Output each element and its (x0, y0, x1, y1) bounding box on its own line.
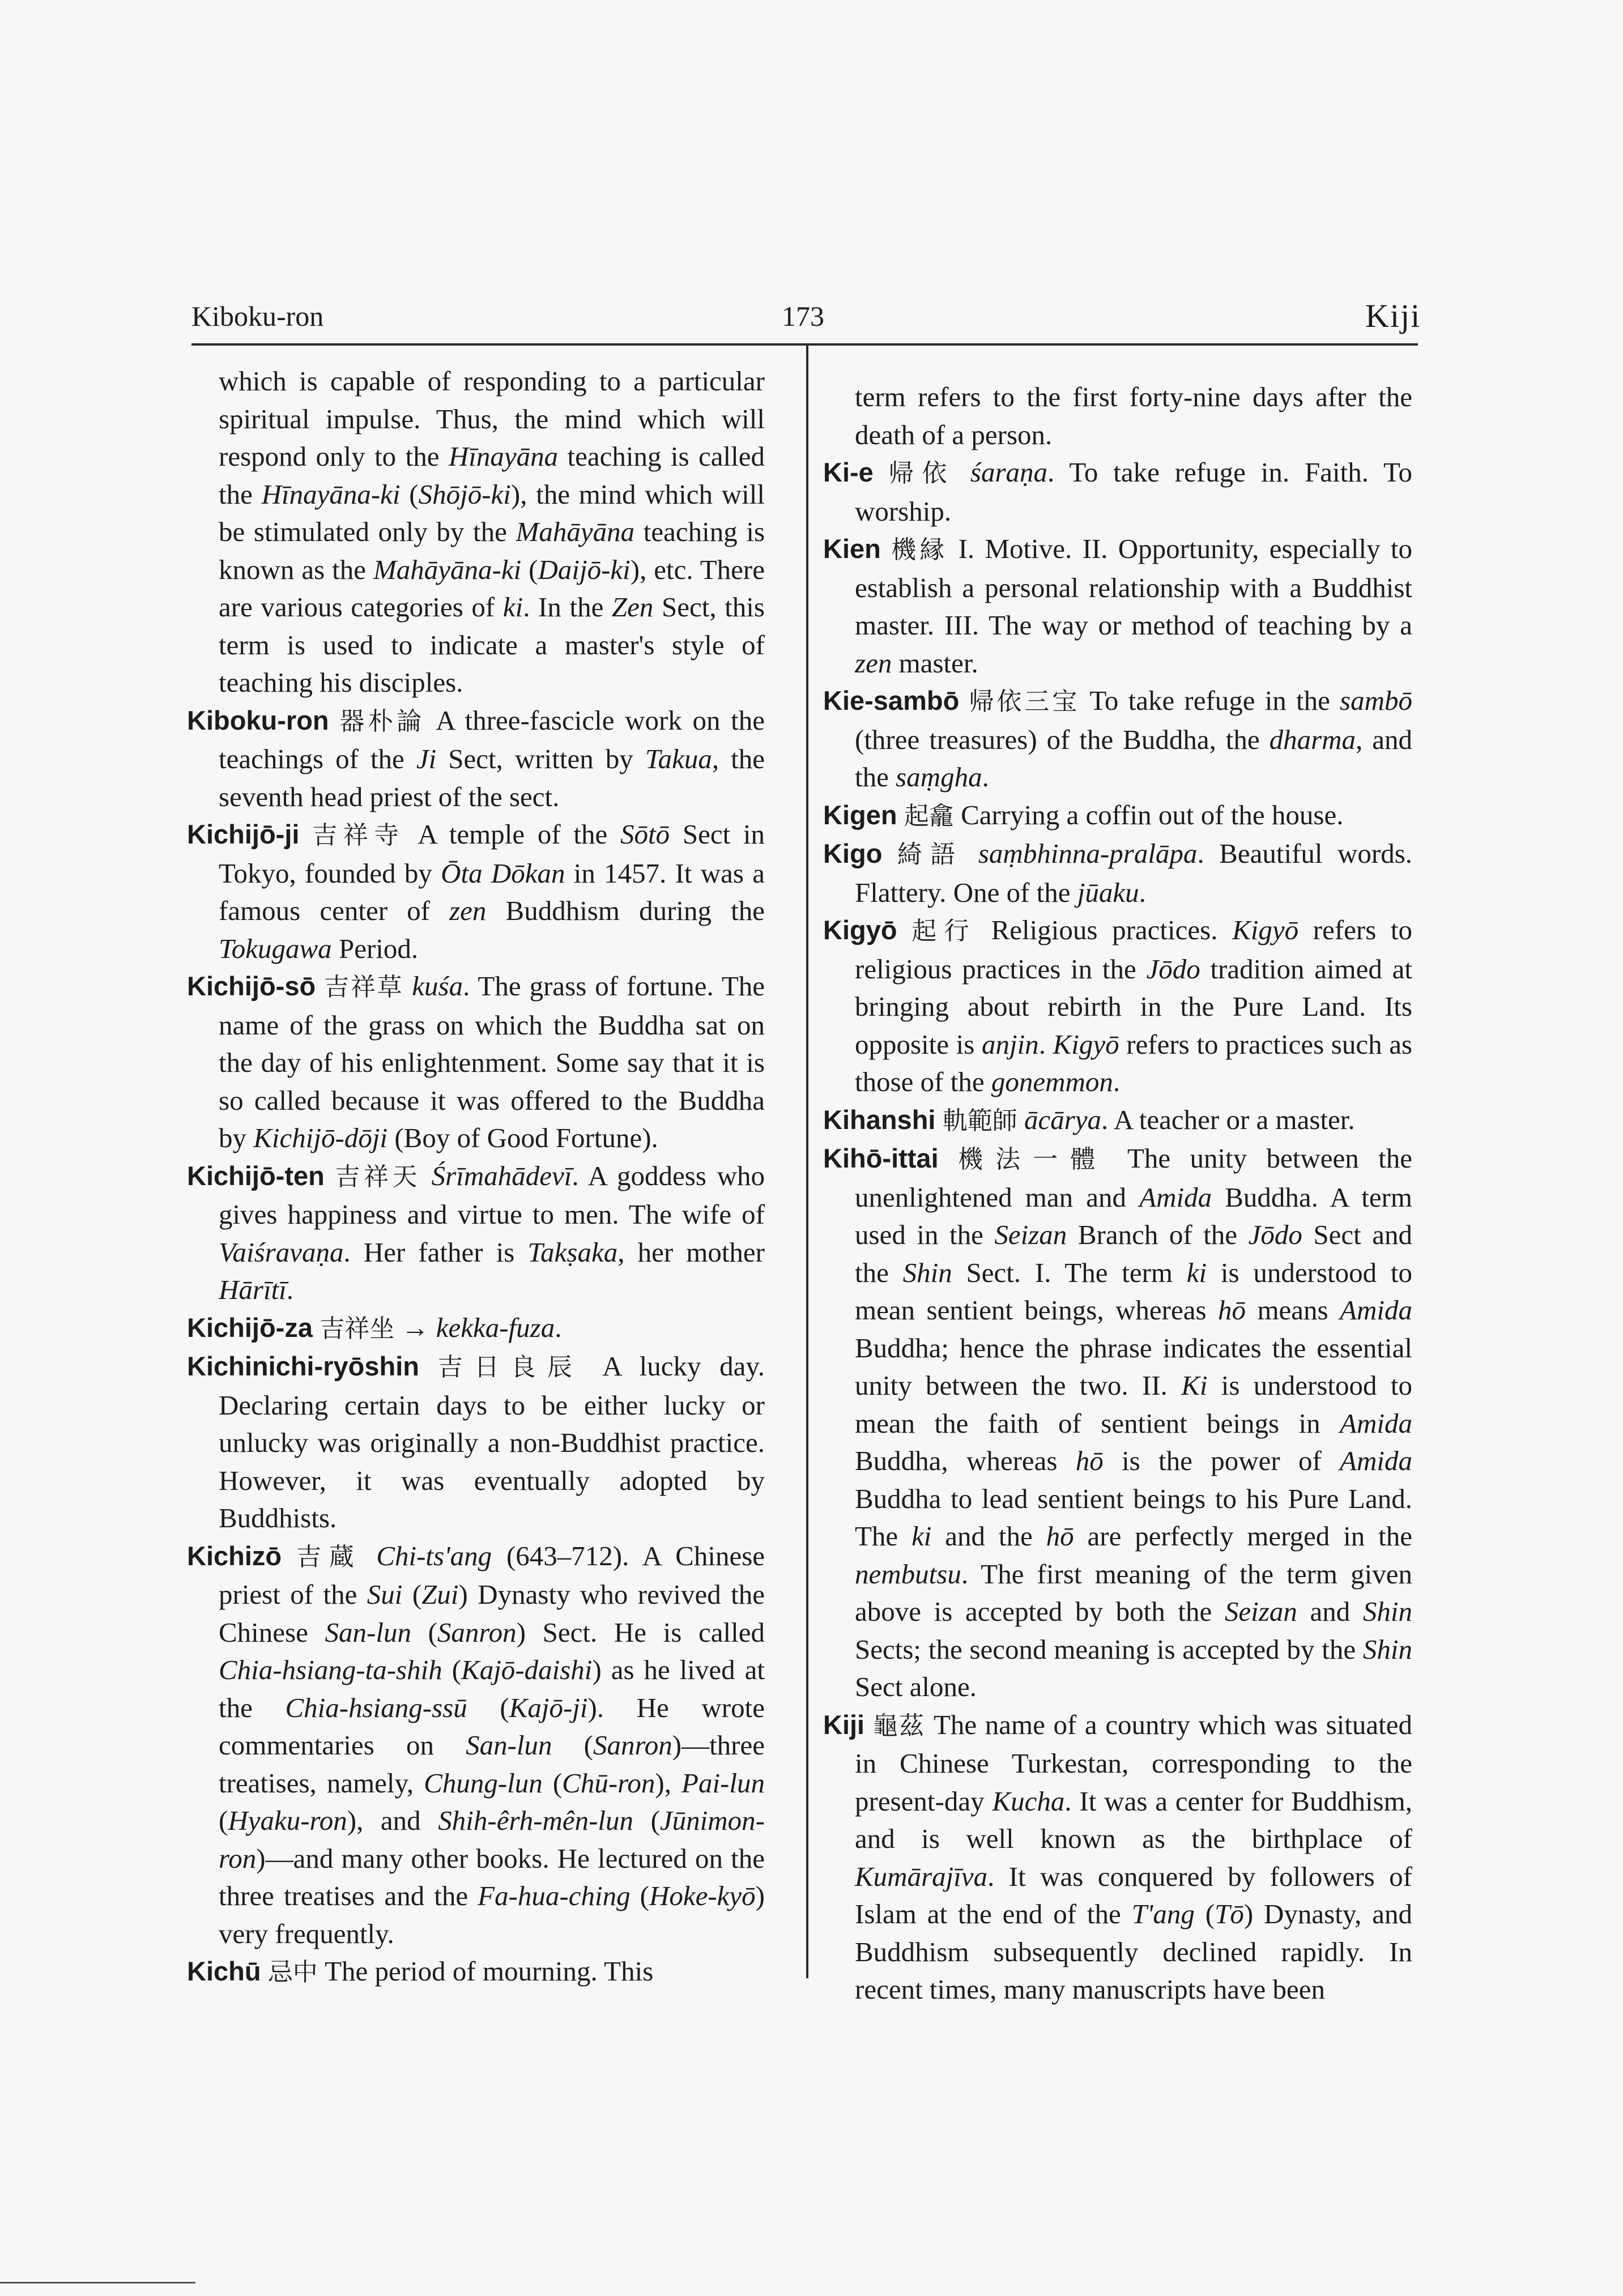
body-text: refers to religious practices in the (855, 914, 1413, 985)
body-text: → (401, 1311, 436, 1343)
italic-term: Jōdo (1248, 1219, 1302, 1250)
body-text: . (555, 1311, 562, 1343)
body-text: , and the (855, 723, 1413, 793)
body-text: (Boy of Good Fortune). (387, 1122, 658, 1153)
continued-entry-text (823, 378, 1412, 454)
right-column (823, 378, 1412, 2009)
dictionary-entry (823, 796, 1412, 836)
italic-term: Shin (1362, 1633, 1412, 1665)
entry-headword: Kihanshi (823, 1104, 936, 1135)
body-text: ( (630, 1880, 649, 1911)
body-text: ( (219, 1805, 228, 1836)
italic-term: Shih-êrh-mên-lun (438, 1805, 634, 1836)
body-text: . To take refuge in. Faith. To worship. (855, 457, 1413, 527)
footnote-rule (0, 2282, 195, 2284)
body-text: . A teacher or a master. (1101, 1104, 1355, 1135)
body-text: is understood to mean the faith of sentient beings in (855, 1370, 1412, 1439)
italic-term: nembutsu (855, 1558, 961, 1590)
italic-term: dharma (1269, 723, 1356, 755)
entry-kanji: 機法一體 (958, 1145, 1108, 1174)
entry-headword: Kichijō-ji (187, 819, 300, 849)
body-text: Buddhism during the (486, 895, 765, 926)
body-text: Buddha to lead sentient beings to his Pure Land. The (855, 1483, 1412, 1552)
italic-term: Zui (421, 1579, 459, 1610)
italic-term: Ji (416, 743, 437, 774)
dictionary-entry (187, 1953, 765, 1992)
body-text: is the power of (1103, 1445, 1340, 1476)
entry-headword: Kihō-ittai (823, 1143, 939, 1173)
italic-term: Śrīmahādevī (431, 1160, 572, 1191)
italic-term: Kumārajīva (855, 1860, 988, 1892)
italic-term: śaraṇa (970, 457, 1048, 488)
body-text: teaching is known as the (219, 516, 765, 585)
italic-term: Tō (1215, 1898, 1244, 1929)
body-text: (three treasures) of the Buddha, the (855, 723, 1270, 755)
body-text: ), the mind which will be stimulated only by the (219, 478, 765, 547)
entry-headword: Ki-e (823, 457, 874, 487)
body-text: term refers to the first forty-nine days after the death of a person. (855, 381, 1412, 450)
dictionary-entry (823, 1706, 1412, 2009)
body-text: (643–712). A Chinese priest of the (219, 1540, 765, 1610)
italic-term: jūaku (1077, 876, 1139, 908)
italic-term: Tokugawa (219, 932, 332, 964)
body-text: I. Motive. II. Opportunity, especially to establish a personal relationship with a Buddhist master. III. The way or method of teaching by a (855, 533, 1413, 641)
italic-term: Sanron (437, 1616, 517, 1648)
italic-term: Hārītī (219, 1274, 287, 1305)
italic-term: Kichijō-dōji (253, 1122, 388, 1153)
continued-entry-text (187, 363, 765, 702)
body-text: refers to practices such as those of the (855, 1028, 1413, 1097)
entry-kanji: 綺語 (897, 840, 964, 869)
italic-term: San-lun (466, 1730, 552, 1761)
dictionary-entry (823, 911, 1412, 1101)
body-text: Sect, written by (436, 743, 645, 774)
body-text: A temple of the (418, 819, 620, 850)
body-text: Sects; the second meaning is accepted by the (855, 1633, 1363, 1665)
body-text: , her mother (617, 1236, 765, 1268)
dictionary-entry (823, 835, 1412, 911)
body-text: means (1246, 1294, 1340, 1326)
body-text: . (1038, 1028, 1053, 1060)
body-text: A lucky day. Declaring certain days to be either lucky or unlucky was originally a non-Buddhist practice. However, it was eventually adopted by Buddhists. (219, 1351, 765, 1533)
italic-term: Hīnayāna (448, 441, 559, 472)
body-text: ( (552, 1730, 593, 1761)
entry-kanji: 龜茲 (872, 1711, 926, 1740)
entry-headword: Kichinichi-ryōshin (187, 1351, 419, 1381)
italic-term: Kucha (992, 1785, 1065, 1817)
header-rule (191, 343, 1418, 346)
body-text: . (1113, 1066, 1121, 1097)
body-text: which is capable of responding to a particular spiritual impulse. Thus, the mind which will respond only to the (219, 365, 765, 472)
dictionary-entry (187, 1157, 765, 1309)
entry-headword: Kigen (823, 799, 897, 830)
body-text: ( (411, 1616, 437, 1648)
italic-term: gonemmon (991, 1066, 1113, 1097)
dictionary-entry (823, 682, 1412, 796)
dictionary-entry (187, 1537, 765, 1953)
italic-term: Seizan (994, 1219, 1067, 1250)
dictionary-entry (823, 1140, 1412, 1706)
body-text: . Her father is (343, 1236, 528, 1268)
dictionary-entry (187, 816, 765, 968)
italic-term: ki (911, 1520, 932, 1552)
italic-term: Sui (367, 1579, 403, 1610)
body-text: Buddha. A term used in the (855, 1181, 1412, 1250)
body-text: tradition aimed at bringing about rebirth in the Pure Land. Its opposite is (855, 953, 1413, 1060)
body-text: )—and many other books. He lectured on the three treatises and the (219, 1842, 765, 1911)
italic-term: Amida (1340, 1294, 1413, 1326)
italic-term: zen (855, 647, 892, 679)
body-text: . In the (523, 591, 612, 623)
italic-term: Pai-lun (681, 1767, 765, 1799)
italic-term: Daijō-ki (538, 553, 631, 585)
italic-term: Kajō-daishi (461, 1654, 593, 1685)
entry-kanji: 帰依 (888, 459, 955, 488)
body-text: Buddha, whereas (855, 1445, 1076, 1476)
body-text: and (1297, 1596, 1363, 1627)
italic-term: Kajō-ji (509, 1692, 588, 1723)
dictionary-entry (187, 1348, 765, 1537)
dictionary-entry (187, 968, 765, 1157)
body-text: ( (633, 1805, 660, 1836)
italic-term: kuśa (412, 970, 463, 1002)
body-text: ( (402, 1579, 422, 1610)
italic-term: Shin (902, 1256, 952, 1288)
italic-term: Chung-lun (424, 1767, 543, 1799)
body-text: ), and (347, 1805, 438, 1836)
body-text: ) very frequently. (219, 1880, 765, 1949)
italic-term: Fa-hua-ching (478, 1880, 631, 1911)
body-text: . The first meaning of the term given above is accepted by both the (855, 1558, 1412, 1627)
body-text: ) as he lived at the (219, 1654, 765, 1723)
italic-term: hō (1218, 1294, 1246, 1326)
body-text: ) Dynasty, and Buddhism subsequently declined rapidly. In recent times, many manuscripts have been (855, 1898, 1413, 2005)
italic-term: Hyaku-ron (228, 1805, 347, 1836)
italic-term: Hoke-kyō (649, 1880, 756, 1911)
entry-headword: Kigo (823, 838, 883, 868)
italic-term: anjin (981, 1028, 1039, 1060)
entry-headword: Kie-sambō (823, 685, 960, 715)
body-text: . It was conquered by followers of Islam at the end of the (855, 1860, 1412, 1929)
body-text: The period of mourning. This (325, 1956, 654, 1987)
italic-term: Mahāyāna-ki (373, 553, 522, 585)
page-number: 173 (782, 300, 824, 332)
italic-term: Amida (1340, 1445, 1412, 1476)
italic-term: sambō (1340, 685, 1413, 716)
entry-kanji: 軌範師 (942, 1106, 1017, 1135)
body-text: . The grass of fortune. The name of the grass on which the Buddha sat on the day of his enlightenment. Some say that it is so called because it was offered to the Buddha by (219, 970, 765, 1153)
italic-term: Ōta Dōkan (441, 857, 565, 889)
entry-kanji: 吉祥坐 (320, 1314, 395, 1343)
italic-term: Sanron (593, 1730, 672, 1761)
italic-term: Vaiśravaṇa (219, 1236, 344, 1268)
body-text: . (1139, 876, 1146, 908)
entry-kanji: 起龕 (904, 801, 954, 830)
entry-headword: Kichijō-ten (187, 1160, 325, 1191)
body-text: Carrying a coffin out of the house. (961, 799, 1344, 830)
body-text: . Beautiful words. Flattery. One of the (855, 838, 1413, 908)
italic-term: Hīnayāna-ki (261, 478, 401, 510)
body-text: ( (442, 1654, 462, 1685)
dictionary-entry (823, 454, 1412, 530)
italic-term: Amida (1340, 1407, 1412, 1439)
italic-term: kekka-fuza (436, 1311, 555, 1343)
body-text: )—three treatises, namely, (219, 1730, 765, 1799)
italic-term: Mahāyāna (516, 516, 635, 547)
body-text: . A goddess who gives happiness and virtue to men. The wife of (219, 1160, 765, 1230)
body-text: ( (521, 553, 538, 585)
body-text: in 1457. It was a famous center of (219, 857, 765, 926)
entry-kanji: 吉祥草 (324, 973, 404, 1002)
entry-kanji: 吉祥寺 (312, 821, 405, 850)
body-text: Sect alone. (855, 1671, 977, 1702)
body-text: The name of a country which was situated in Chinese Turkestan, corresponding to the present-day (855, 1709, 1413, 1817)
dictionary-entry (187, 1309, 765, 1348)
italic-term: Kigyō (1053, 1028, 1119, 1060)
entry-kanji: 機縁 (891, 535, 948, 564)
left-guide-word: Kiboku-ron (191, 300, 324, 332)
body-text: , the seventh head priest of the sect. (219, 743, 765, 812)
dictionary-entry (187, 702, 765, 816)
body-text: Buddha; hence the phrase indicates the essential unity between the two. II. (855, 1332, 1412, 1401)
italic-term: hō (1046, 1520, 1074, 1552)
body-text: is understood to mean sentient beings, whereas (855, 1256, 1412, 1326)
body-text: The unity between the unenlightened man and (855, 1143, 1413, 1213)
entry-headword: Kien (823, 534, 881, 564)
body-text: are perfectly merged in the (1074, 1520, 1412, 1552)
body-text: ( (1194, 1898, 1215, 1929)
body-text: Religious practices. (991, 914, 1233, 945)
italic-term: Jōdo (1146, 953, 1200, 985)
entry-headword: Kichizō (187, 1540, 282, 1571)
italic-term: Takṣaka (527, 1236, 618, 1268)
body-text: ). He wrote commentaries on (219, 1692, 765, 1761)
entry-headword: Kichijō-za (187, 1312, 313, 1343)
body-text: ( (542, 1767, 563, 1799)
body-text: ) Sect. He is called (516, 1616, 765, 1648)
italic-term: Takua (645, 743, 712, 774)
italic-term: Jūnimon-ron (219, 1805, 765, 1874)
body-text: ), etc. There are various categories of (219, 553, 765, 623)
body-text: master. (892, 647, 978, 679)
body-text: ( (467, 1692, 509, 1723)
italic-term: zen (449, 895, 487, 926)
italic-term: Zen (611, 591, 654, 623)
right-guide-word: Kiji (1365, 297, 1421, 334)
italic-term: Shōjō-ki (418, 478, 511, 510)
italic-term: ācārya (1024, 1104, 1102, 1135)
body-text: ), (655, 1767, 682, 1799)
entry-headword: Kiboku-ron (187, 705, 329, 735)
entry-kanji: 忌中 (267, 1958, 318, 1987)
italic-term: Seizan (1224, 1596, 1297, 1627)
body-text: . It was a center for Buddhism, and is well known as the birthplace of (855, 1785, 1412, 1854)
body-text: ( (400, 478, 419, 510)
body-text: ) Dynasty who revived the Chinese (219, 1579, 765, 1648)
body-text: . (982, 761, 989, 793)
body-text: Sect in Tokyo, founded by (219, 819, 765, 889)
body-text: . (286, 1274, 294, 1305)
entry-kanji: 器朴論 (339, 706, 425, 736)
body-text: teaching is called the (219, 441, 765, 510)
body-text: Branch of the (1067, 1219, 1249, 1250)
italic-term: Amida (1139, 1181, 1212, 1213)
entry-kanji: 起行 (911, 917, 977, 945)
italic-term: San-lun (325, 1616, 411, 1648)
dictionary-entry (823, 530, 1412, 682)
italic-term: T'ang (1131, 1898, 1195, 1929)
italic-term: Chia-hsiang-ta-shih (219, 1654, 442, 1685)
italic-term: Sōtō (620, 819, 670, 850)
body-text: Period. (331, 932, 419, 964)
italic-term: saṃbhinna-pralāpa (978, 838, 1198, 869)
italic-term: ki (502, 591, 523, 623)
column-divider (806, 346, 808, 1978)
entry-kanji: 帰依三宝 (969, 687, 1080, 716)
italic-term: saṃgha (896, 761, 982, 793)
entry-headword: Kichū (187, 1956, 261, 1986)
entry-headword: Kichijō-sō (187, 971, 316, 1001)
entry-headword: Kiji (823, 1709, 865, 1740)
left-column (187, 363, 765, 1992)
italic-term: Chia-hsiang-ssū (285, 1692, 467, 1723)
italic-term: Ki (1181, 1370, 1208, 1401)
body-text: Sect and the (855, 1219, 1412, 1288)
body-text: A three-fascicle work on the teachings of the (219, 704, 765, 774)
body-text: To take refuge in the (1089, 685, 1340, 716)
italic-term: Kigyō (1232, 914, 1299, 945)
entry-kanji: 吉祥天 (335, 1162, 421, 1191)
dictionary-entry (823, 1101, 1412, 1140)
entry-headword: Kigyō (823, 915, 897, 945)
body-text: Sect. I. The term (952, 1256, 1187, 1288)
entry-kanji: 吉蔵 (296, 1542, 362, 1571)
body-text: and the (931, 1520, 1046, 1552)
body-text: Sect, this term is used to indicate a master's style of teaching his disciples. (219, 591, 765, 698)
italic-term: ki (1186, 1256, 1207, 1288)
entry-kanji: 吉日良辰 (437, 1353, 584, 1382)
italic-term: Shin (1362, 1596, 1413, 1627)
italic-term: hō (1075, 1445, 1104, 1476)
italic-term: Chi-ts'ang (376, 1540, 492, 1571)
italic-term: Chū-ron (562, 1767, 655, 1799)
